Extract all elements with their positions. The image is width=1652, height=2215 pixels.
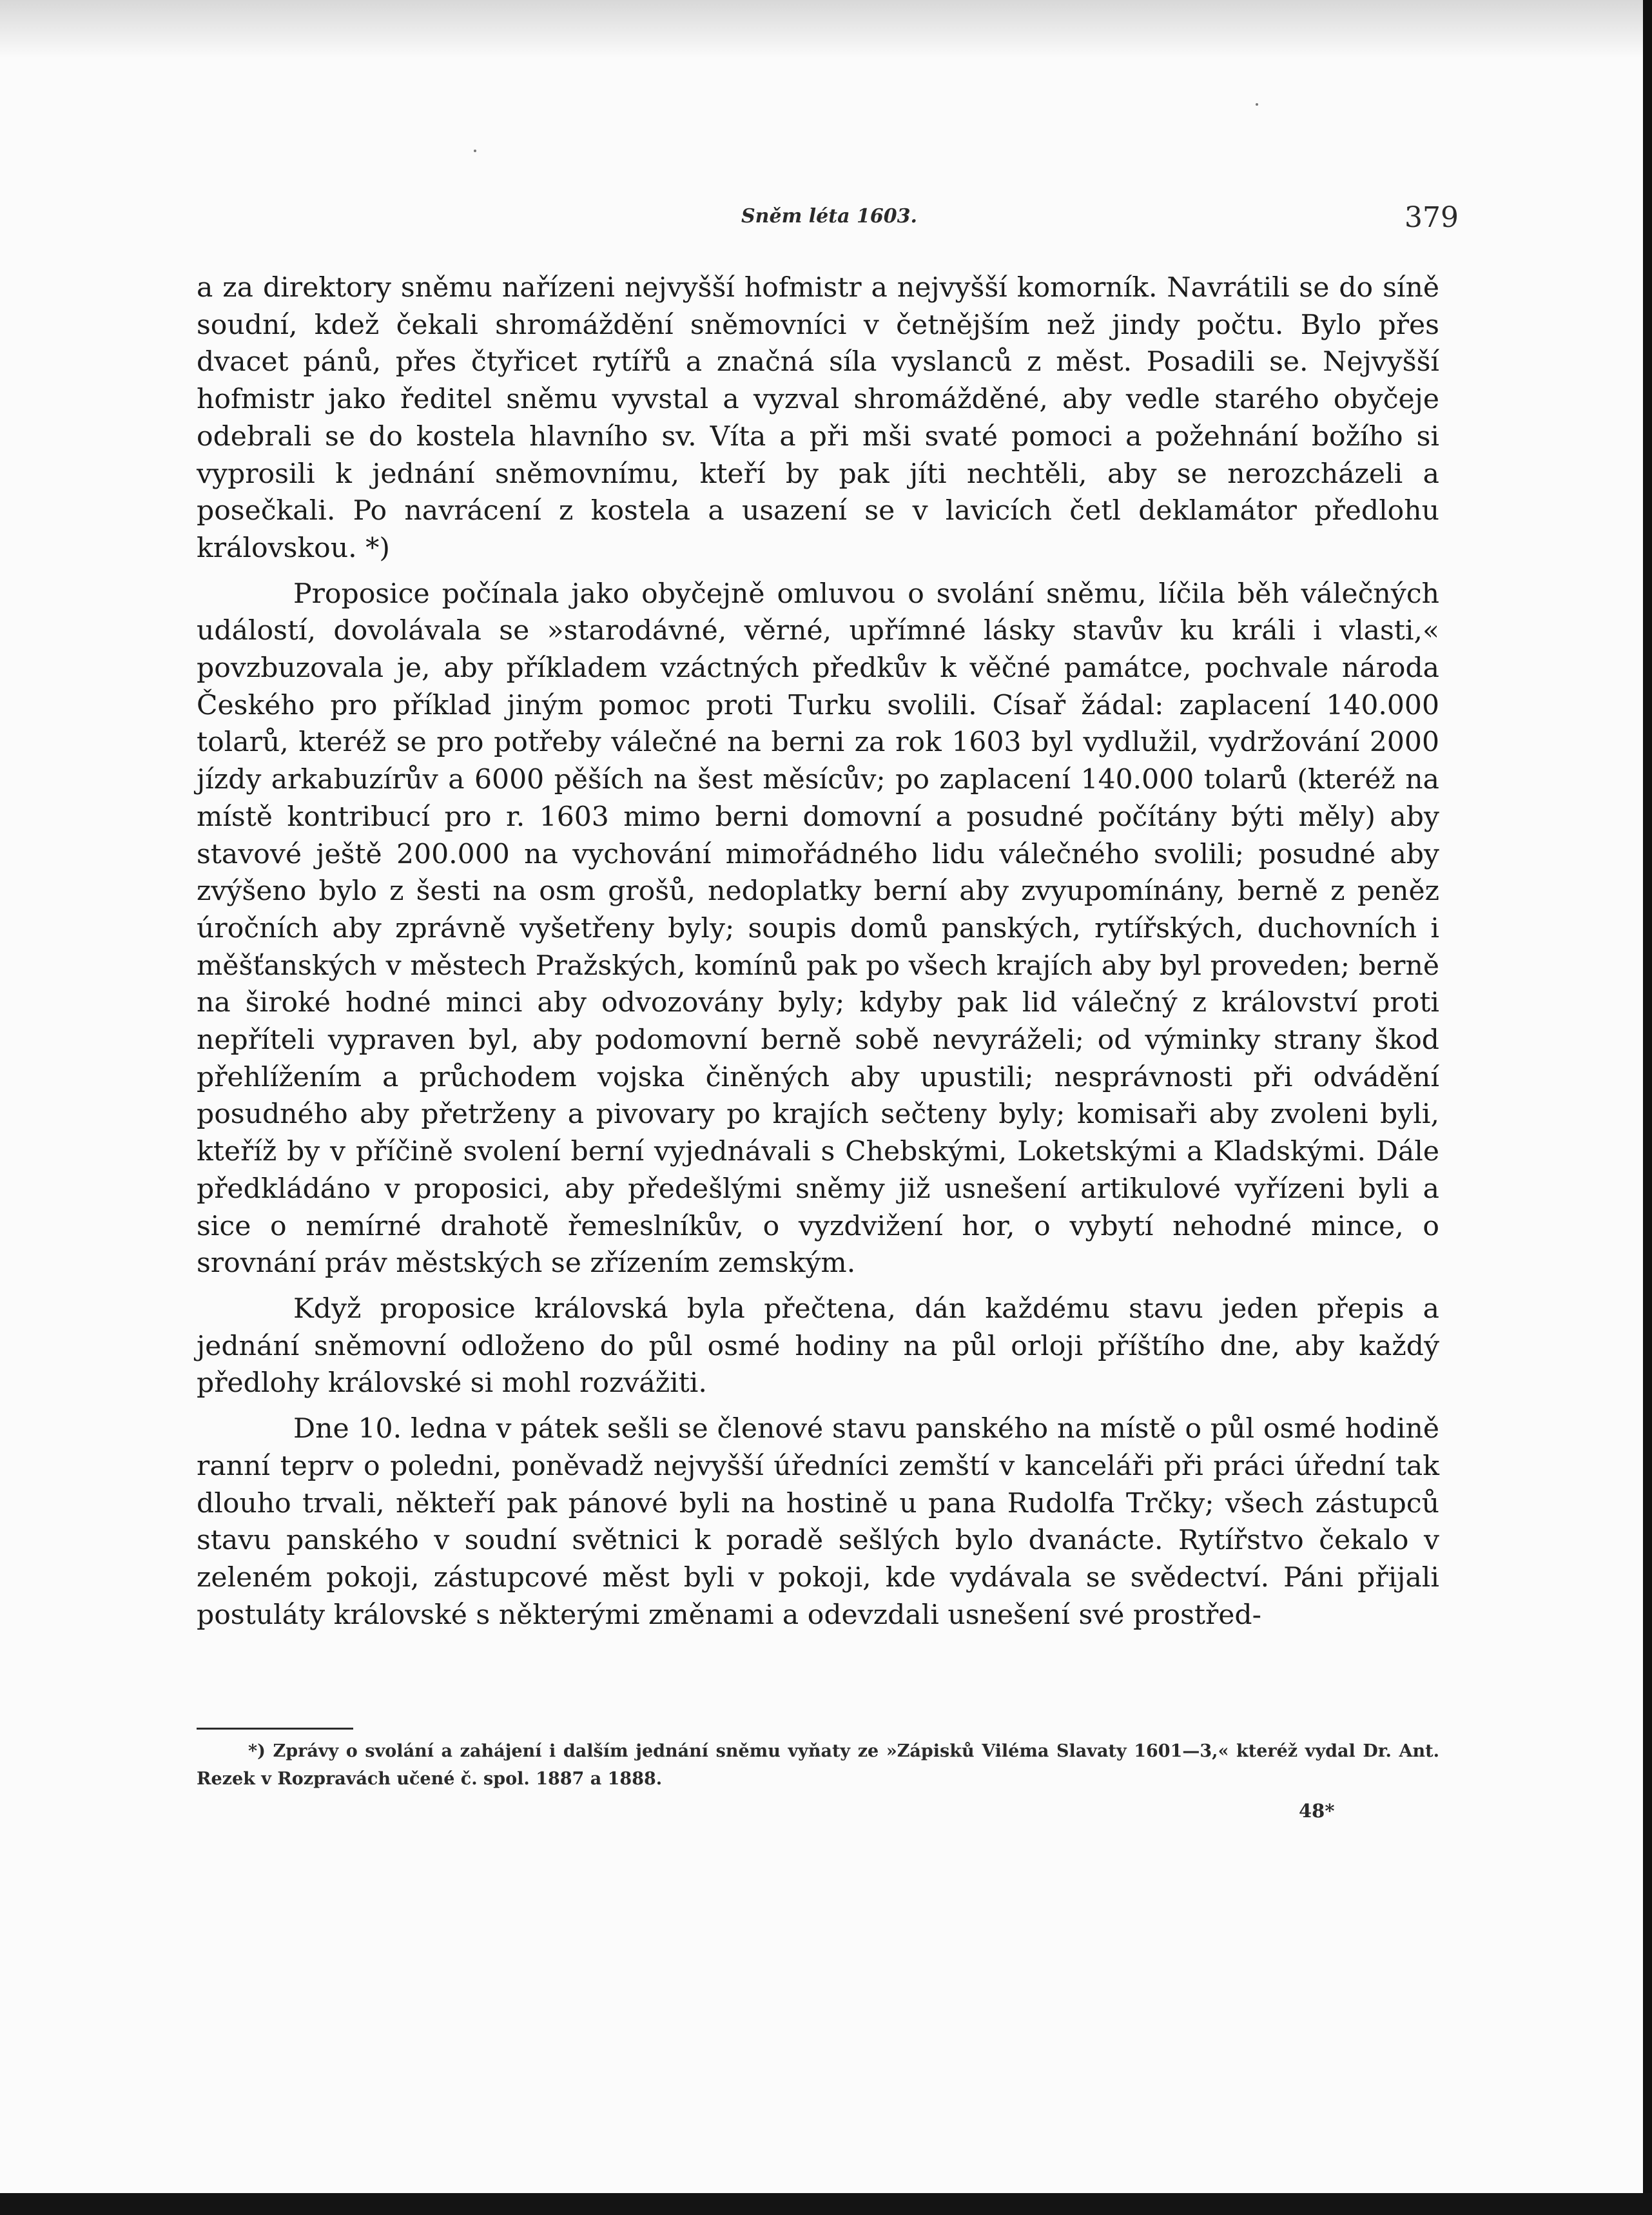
body-text: [197, 269, 1439, 1642]
footnote-rule: [197, 1728, 353, 1730]
running-title: Sněm léta 1603.: [741, 205, 917, 228]
signature-mark: 48*: [1299, 1800, 1335, 1822]
paragraph: a za direktory sněmu nařízeni nejvyšší hofmistr a nejvyšší komorník. Navrátili se do síně soudní, kdež čekali shromáždění sněmovníci v četnějším než jindy počtu. Bylo přes dvacet pánů, přes čtyřicet rytířů a značná síla vyslanců z měst. Posadili se. Nejvyšší hofmistr jako ředitel sněmu vyvstal a vyzval shromážděné, aby vedle starého obyčeje odebrali se do kostela hlavního sv. Víta a při mši svaté pomoci a požehnání božího si vyprosili k jednání sněmovnímu, kteří by pak jíti nechtěli, aby se nerozcházeli a posečkali. Po navrácení z kostela a usazení se v lavicích četl deklamátor předlohu královskou. *): [197, 272, 1439, 564]
dust-speck: [474, 150, 476, 152]
scan-edge-bottom: [0, 2193, 1652, 2215]
page-number: 379: [1404, 201, 1459, 234]
paragraph: Proposice počínala jako obyčejně omluvou o svolání sněmu, líčila běh válečných událostí, dovolávala se »starodávné, věrné, upřímné lásky stavův ku králi i vlasti,« povzbuzovala je, aby příkladem vzáctných předkův k věčné památce, pochvale národa Českého pro příklad jiným pomoc proti Turku svolili. Císař žádal: zaplacení 140.000 tolarů, kteréž se pro potřeby válečné na berni za rok 1603 byl vydlužil, vydržování 2000 jízdy arkabuzírův a 6000 pěších na šest měsícův; po zaplacení 140.000 tolarů (kteréž na místě kontribucí pro r. 1603 mimo berni domovní a posudné počítány býti měly) aby stavové ještě 200.000 na vychování mimořádného lidu válečného svolili; posudné aby zvýšeno bylo z šesti na osm grošů, nedoplatky berní aby zvyupomínány, berně z peněz úročních aby zprávně vyšetřeny byly; soupis domů panských, rytířských, duchovních i měšťanských v městech Pražských, komínů pak po všech krajích aby byl proveden; berně na široké hodné minci aby odvozovány byly; kdyby pak lid válečný z království proti nepříteli vypraven byl, aby podomovní berně sobě nevyráželi; od výminky strany škod přehlížením a průchodem vojska činěných aby upustili; nesprávnosti při odvádění posudného aby přetrženy a pivovary po krajích sečteny byly; komisaři aby zvoleni byli, kteříž by v příčině svolení berní vyjednávali s Chebskými, Loketskými a Kladskými. Dále předkládáno v proposici, aby předešlými sněmy již usnešení artikulové vyřízeni byli a sice o nemírné drahotě řemeslníkův, o vyzdvižení hor, o vybytí nehodné mince, o srovnání práv městských se zřízením zemským.: [197, 578, 1439, 1280]
scan-shadow: [0, 0, 1652, 58]
paragraph: Když proposice královská byla přečtena, dán každému stavu jeden přepis a jednání sněmovní odloženo do půl osmé hodiny na půl orloji příštího dne, aby každý předlohy královské si mohl rozvážiti.: [197, 1293, 1439, 1400]
paragraph: Dne 10. ledna v pátek sešli se členové stavu panského na místě o půl osmé hodině ranní teprv o poledni, poněvadž nejvyšší úředníci zemští v kanceláři při práci úřední tak dlouho trvali, někteří pak pánové byli na hostině u pana Rudolfa Trčky; všech zástupců stavu panského v soudní světnici k poradě sešlých bylo dvanácte. Rytířstvo čekalo v zeleném pokoji, zástupcové měst byli v pokoji, kde vydávala se svědectví. Páni přijali postuláty královské s některými změnami a odevzdali usnešení své prostřed-: [197, 1413, 1439, 1631]
footnote: *) Zprávy o svolání a zahájení i dalším jednání sněmu vyňaty ze »Zápisků Viléma Slavaty 1601—3,« kteréž vydal Dr. Ant. Rezek v Rozpravách učené č. spol. 1887 a 1888.: [197, 1741, 1439, 1789]
scan-edge-right: [1643, 0, 1652, 2215]
dust-speck: [1256, 103, 1258, 106]
